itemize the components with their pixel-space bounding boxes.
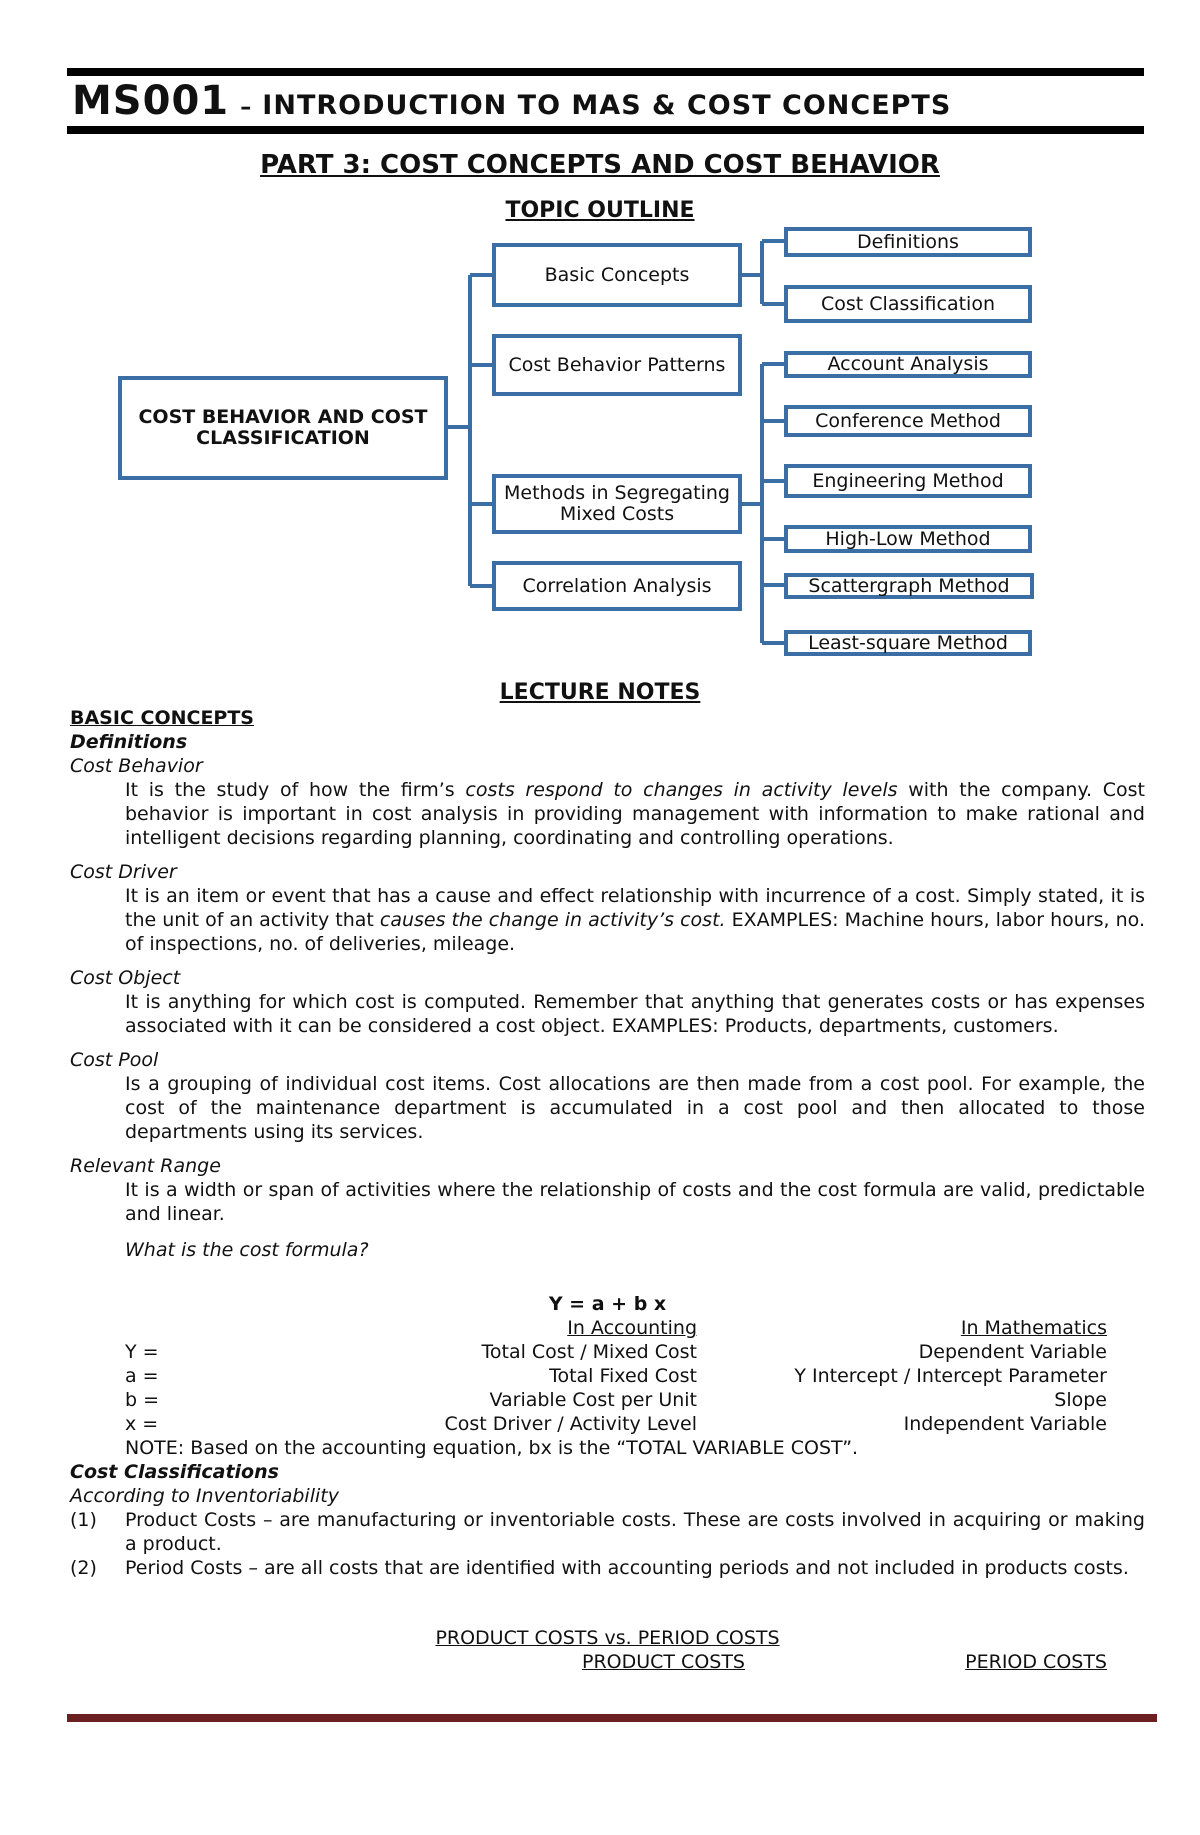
col-accounting: In Accounting xyxy=(567,1317,697,1339)
header-top-rule xyxy=(67,68,1144,76)
term-relevant-range xyxy=(70,1154,1145,1262)
cost-classifications-heading: Cost Classifications xyxy=(70,1461,279,1483)
term-definition: It is the study of how the firm’s costs respond to changes in activity levels with the company. Cost behavior is important in cost analysis in providing management with information to make rational and intelligent decisions regarding planning, coordinating and controlling operations. xyxy=(125,779,1145,849)
term-definition: Is a grouping of individual cost items. Cost allocations are then made from a cost pool. For example, the cost of the maintenance department is accumulated in a cost pool and then allocated to those departments using its services. xyxy=(125,1073,1145,1143)
formula-header-row xyxy=(70,1316,1145,1340)
term-title: Cost Pool xyxy=(70,1049,159,1071)
term-title: Cost Behavior xyxy=(70,755,203,777)
outline-leaf-cost-classification: Cost Classification xyxy=(784,285,1032,323)
formula-row: b = Variable Cost per Unit Slope xyxy=(125,1389,1107,1411)
outline-leaf-least-square-method: Least-square Method xyxy=(784,630,1032,656)
term-definition: It is anything for which cost is computed. Remember that anything that generates costs or has expenses associated with it can be considered a cost object. EXAMPLES: Products, departments, customers. xyxy=(125,991,1145,1037)
cost-formula: Y = a + b x xyxy=(548,1293,667,1315)
course-code: MS001 xyxy=(72,78,230,124)
term-title: Cost Driver xyxy=(70,861,177,883)
outline-leaf-engineering-method: Engineering Method xyxy=(784,464,1032,498)
basic-concepts-heading: BASIC CONCEPTS xyxy=(70,707,254,729)
list-item: (2) Period Costs – are all costs that are identified with accounting periods and not included in products costs. xyxy=(70,1557,1129,1579)
col-mathematics: In Mathematics xyxy=(960,1317,1107,1339)
compare-title: PRODUCT COSTS vs. PERIOD COSTS xyxy=(435,1627,780,1649)
term-cost-object xyxy=(70,966,1145,1038)
term-definition: It is an item or event that has a cause and effect relationship with incurrence of a cost. Simply stated, it is the unit of an activity that causes the change in activity’s cost. EXAMPLES: Machine hours, labor hours, no. of inspections, no. of deliveries, mileage. xyxy=(125,885,1145,955)
lecture-notes-title: LECTURE NOTES xyxy=(499,680,701,705)
col-product-costs: PRODUCT COSTS xyxy=(581,1651,745,1673)
formula-row: a = Total Fixed Cost Y Intercept / Intercept Parameter xyxy=(125,1365,1107,1387)
outline-leaf-scattergraph-method: Scattergraph Method xyxy=(784,573,1034,599)
header-dash: – xyxy=(240,95,252,120)
document-header xyxy=(72,78,951,124)
term-cost-pool xyxy=(70,1048,1145,1144)
list-item: (1) Product Costs – are manufacturing or inventoriable costs. These are costs involved in acquiring or making a product. xyxy=(70,1509,1145,1555)
outline-leaf-definitions: Definitions xyxy=(784,227,1032,257)
outline-leaf-conference-method: Conference Method xyxy=(784,405,1032,437)
definitions-heading: Definitions xyxy=(70,731,188,753)
product-vs-period-costs xyxy=(70,1626,1145,1674)
outline-branch-segregating-methods: Methods in Segregating Mixed Costs xyxy=(492,474,742,534)
term-cost-behavior xyxy=(70,754,1145,850)
cost-formula-table xyxy=(70,1292,1145,1460)
header-bottom-rule xyxy=(67,126,1144,134)
definitions-section xyxy=(70,706,1145,1262)
col-period-costs: PERIOD COSTS xyxy=(965,1651,1107,1673)
outline-leaf-high-low-method: High-Low Method xyxy=(784,525,1032,553)
term-title: Relevant Range xyxy=(70,1155,221,1177)
term-cost-driver xyxy=(70,860,1145,956)
term-definition: It is a width or span of activities where the relationship of costs and the cost formula are valid, predictable and linear. xyxy=(125,1179,1145,1225)
outline-branch-correlation-analysis: Correlation Analysis xyxy=(492,561,742,611)
course-title: INTRODUCTION TO MAS & COST CONCEPTS xyxy=(262,90,952,121)
formula-row: x = Cost Driver / Activity Level Independent Variable xyxy=(125,1413,1107,1435)
part-title: PART 3: COST CONCEPTS AND COST BEHAVIOR xyxy=(260,150,940,180)
footer-rule xyxy=(67,1714,1157,1722)
topic-outline-title: TOPIC OUTLINE xyxy=(505,198,695,223)
term-title: Cost Object xyxy=(70,967,181,989)
formula-note: NOTE: Based on the accounting equation, bx is the “TOTAL VARIABLE COST”. xyxy=(125,1437,859,1459)
outline-leaf-account-analysis: Account Analysis xyxy=(784,351,1032,378)
formula-row: Y = Total Cost / Mixed Cost Dependent Variable xyxy=(125,1341,1107,1363)
formula-question: What is the cost formula? xyxy=(125,1239,369,1261)
cost-classifications-section xyxy=(70,1460,1145,1580)
inventoriability-heading: According to Inventoriability xyxy=(70,1485,339,1507)
compare-columns xyxy=(70,1650,1145,1674)
outline-branch-basic-concepts: Basic Concepts xyxy=(492,243,742,307)
outline-root-box: COST BEHAVIOR AND COST CLASSIFICATION xyxy=(118,376,448,480)
outline-branch-cost-behavior-patterns: Cost Behavior Patterns xyxy=(492,334,742,396)
